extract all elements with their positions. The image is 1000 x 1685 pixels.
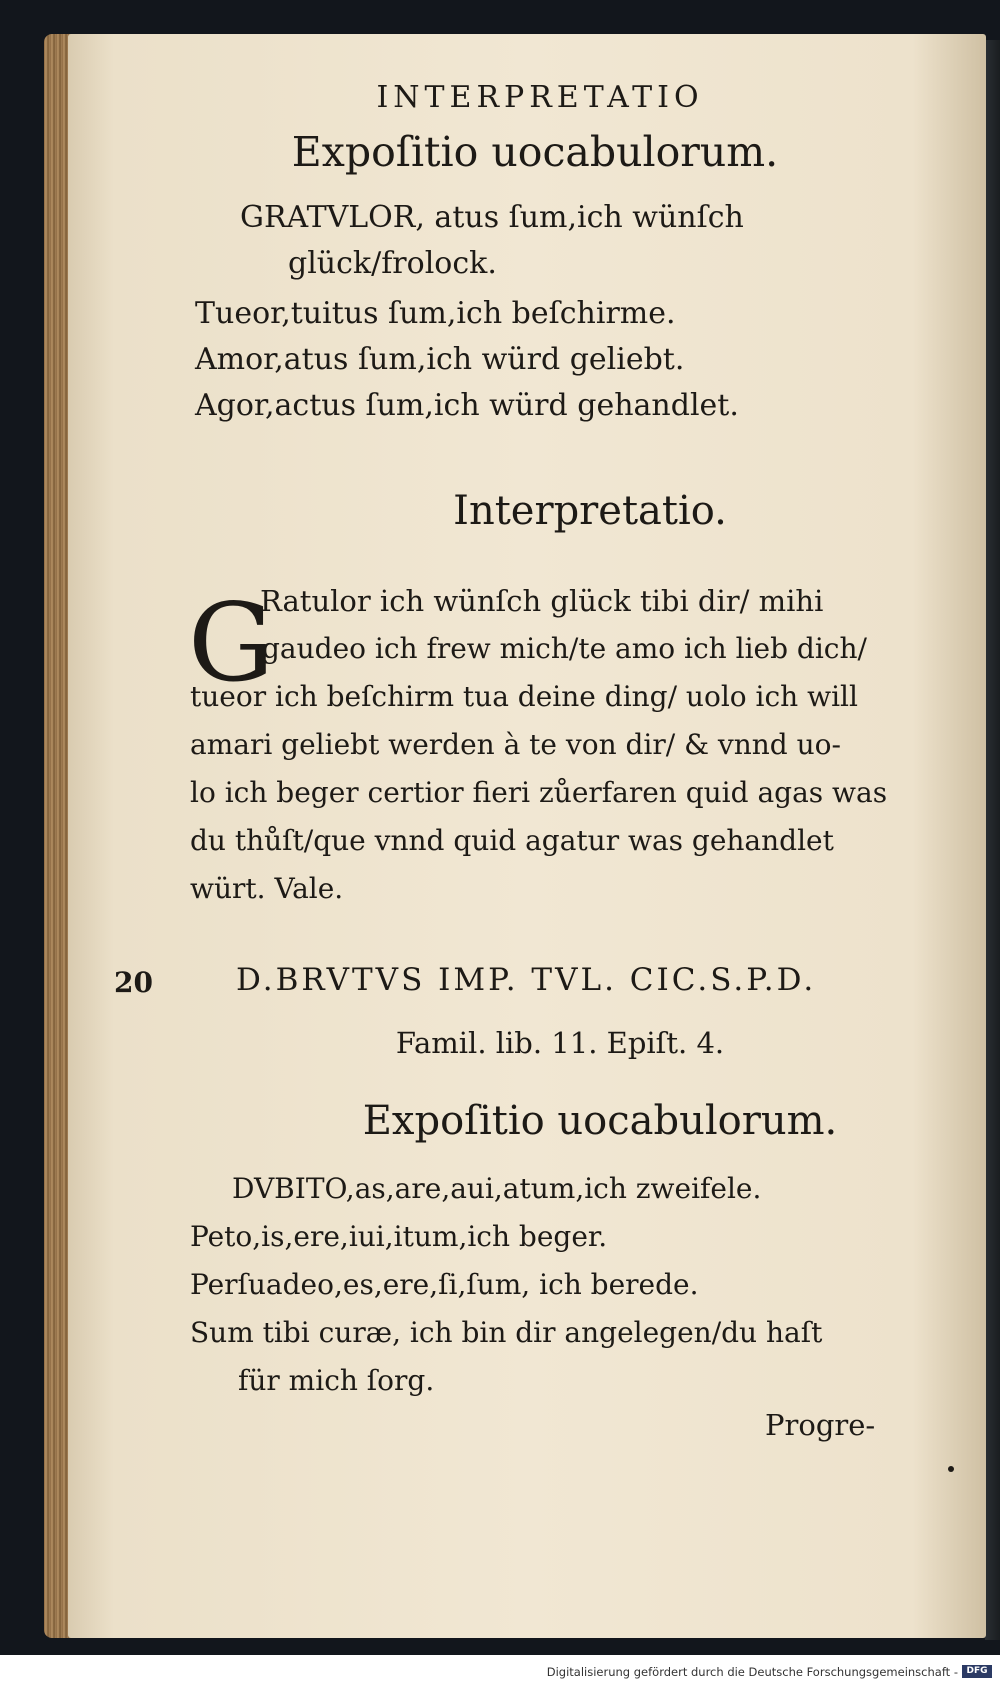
vocab-line: Tueor,tuitus ſum,ich beſchirme. (195, 296, 676, 331)
vocab-line: Peto,is,ere,iui,itum,ich beger. (190, 1220, 608, 1253)
vocab-line: Sum tibi curæ, ich bin dir angelegen/du haſt (190, 1316, 823, 1349)
section-heading: Expoſitio uocabulorum. (362, 1098, 838, 1144)
vocab-line: glück/frolock. (288, 246, 497, 281)
digitization-credit: Digitalisierung gefördert durch die Deutsche Forschungsgemeinschaft - (546, 1665, 958, 1679)
dfg-logo: DFG (962, 1665, 992, 1678)
vocab-line: Amor,atus ſum,ich würd geliebt. (195, 342, 685, 377)
vocab-line: Perſuadeo,es,ere,ſi,ſum, ich berede. (190, 1268, 699, 1301)
section-heading: Expoſitio uocabulorum. (291, 128, 779, 176)
interpretation-line: würt. Vale. (190, 872, 344, 905)
catchword: Progre- (765, 1408, 876, 1442)
interpretation-line: tueor ich beſchirm tua deine ding/ uolo ich will (190, 680, 858, 713)
drop-cap: G (188, 581, 275, 706)
letter-reference: Famil. lib. 11. Epiſt. 4. (395, 1026, 725, 1060)
book-cover-edge (985, 40, 1000, 1640)
vocab-line: DVBITO,as,are,aui,atum,ich zweifele. (232, 1172, 762, 1205)
vocab-line: für mich ſorg. (238, 1364, 435, 1397)
interpretation-line: amari geliebt werden à te von dir/ & vnnd uo- (190, 728, 841, 761)
letter-title: D.BRVTVS IMP. TVL. CIC.S.P.D. (236, 962, 817, 998)
vocab-line: GRATVLOR, atus ſum,ich wünſch (240, 200, 744, 235)
running-title: INTERPRETATIO (376, 80, 704, 115)
interpretation-line: du thůſt/que vnnd quid agatur was gehandlet (190, 824, 834, 857)
margin-number: 20 (114, 966, 153, 999)
interpretation-line: lo ich beger certior fieri zůerfaren quid agas was (190, 776, 888, 809)
interpretation-line: Ratulor ich wünſch glück tibi dir/ mihi (260, 584, 824, 618)
section-heading: Interpretatio. (453, 488, 727, 534)
vocab-line: Agor,actus ſum,ich würd gehandlet. (195, 388, 739, 423)
ink-speck (948, 1466, 954, 1472)
interpretation-line: gaudeo ich frew mich/te amo ich lieb dich/ (262, 632, 867, 665)
